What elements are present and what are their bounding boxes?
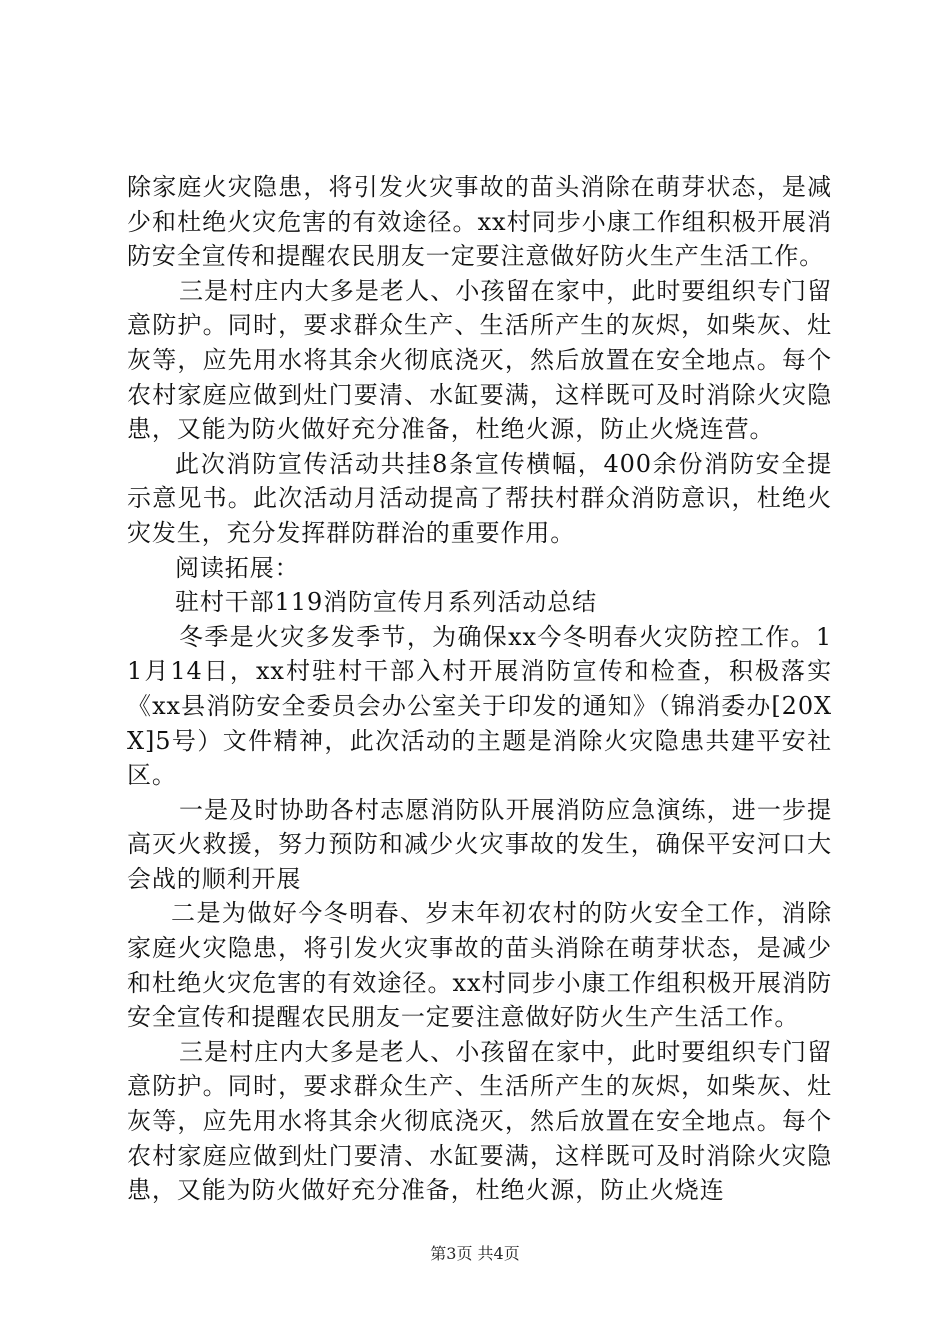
page-number-footer: 第3页 共4页	[430, 1244, 520, 1263]
reading-extension-heading: 阅读拓展：	[175, 553, 300, 582]
paragraph-point-three: 三是村庄内大多是老人、小孩留在家中，此时要组织专门留意防护。同时，要求群众生产、生活所产生的灰烬，如柴灰、灶灰等，应先用水将其余火彻底浇灭，然后放置在安全地点。每个农村家庭应做到灶门要清、水缸要满，这样既可及时消除火灾隐患，又能为防火做好充分准备，杜绝火源，防止火烧连营。	[127, 276, 832, 444]
paragraph-summary: 此次消防宣传活动共挂8条宣传横幅，400余份消防安全提示意见书。此次活动月活动提高了帮扶村群众消防意识，杜绝火灾发生，充分发挥群防群治的重要作用。	[127, 449, 832, 547]
paragraph-continued: 除家庭火灾隐患，将引发火灾事故的苗头消除在萌芽状态，是减少和杜绝火灾危害的有效途径。xx村同步小康工作组积极开展消防安全宣传和提醒农民朋友一定要注意做好防火生产生活工作。	[127, 173, 832, 271]
article-title: 驻村干部119消防宣传月系列活动总结	[175, 588, 598, 617]
paragraph-point-one: 一是及时协助各村志愿消防队开展消防应急演练，进一步提高灭火救援，努力预防和减少火灾事故的发生，确保平安河口大会战的顺利开展	[127, 795, 832, 893]
paragraph-intro: 冬季是火灾多发季节，为确保xx今冬明春火灾防控工作。11月14日，xx村驻村干部入村开展消防宣传和检查，积极落实《xx县消防安全委员会办公室关于印发的通知》（锦消委办[20XX]5号）文件精神，此次活动的主题是消除火灾隐患共建平安社区。	[127, 622, 832, 790]
document-body	[127, 170, 832, 1208]
paragraph-point-three-repeat: 三是村庄内大多是老人、小孩留在家中，此时要组织专门留意防护。同时，要求群众生产、生活所产生的灰烬，如柴灰、灶灰等，应先用水将其余火彻底浇灭，然后放置在安全地点。每个农村家庭应做到灶门要清、水缸要满，这样既可及时消除火灾隐患，又能为防火做好充分准备，杜绝火源，防止火烧连	[127, 1037, 832, 1205]
paragraph-point-two: 二是为做好今冬明春、岁末年初农村的防火安全工作，消除家庭火灾隐患，将引发火灾事故的苗头消除在萌芽状态，是减少和杜绝火灾危害的有效途径。xx村同步小康工作组积极开展消防安全宣传和提醒农民朋友一定要注意做好防火生产生活工作。	[127, 899, 832, 1032]
